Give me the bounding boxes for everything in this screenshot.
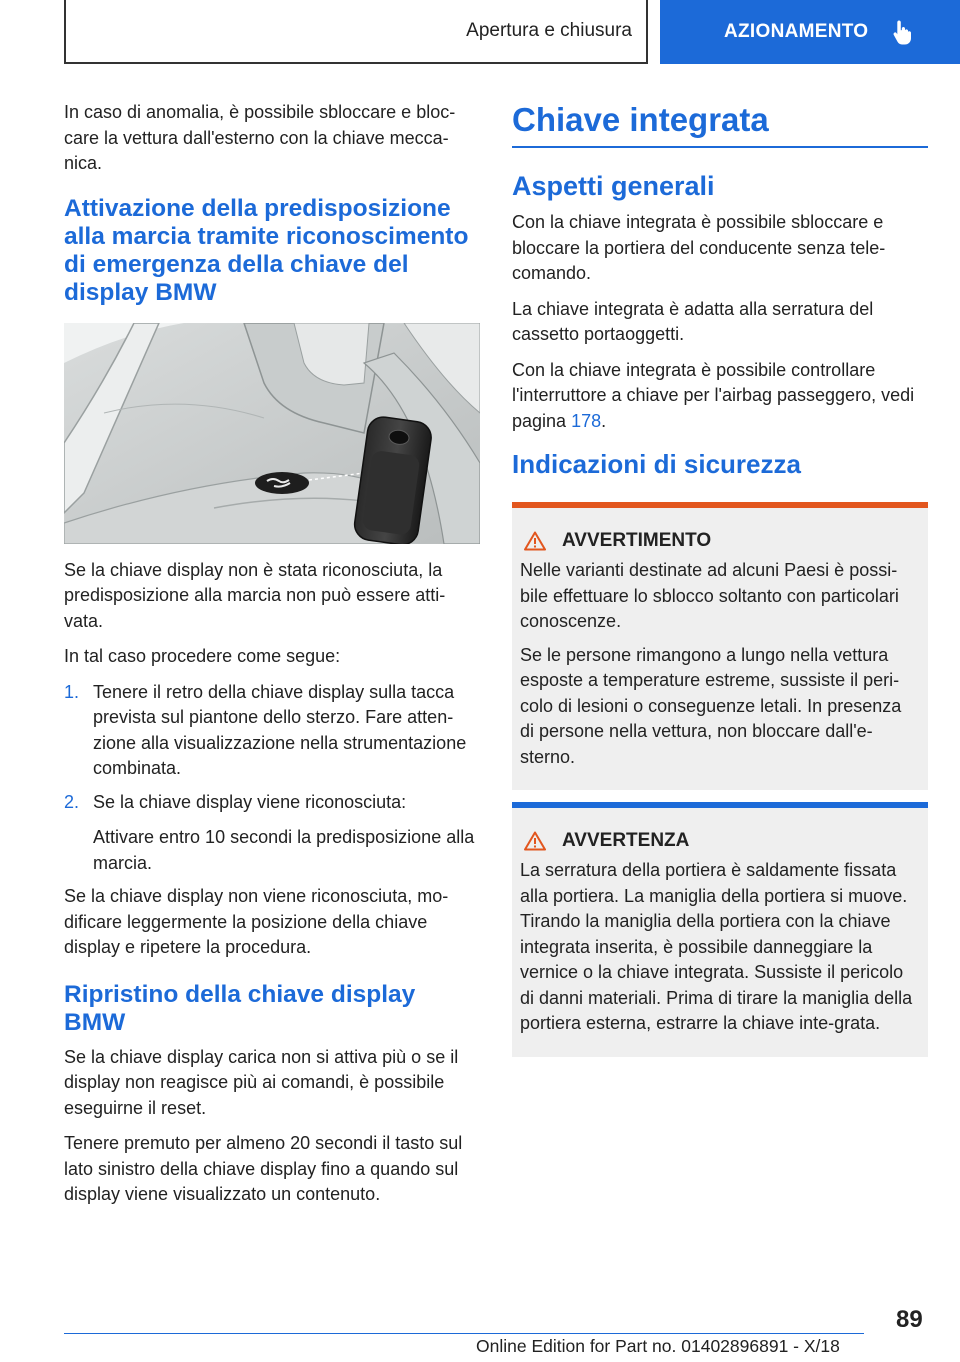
page-title: Chiave integrata <box>512 100 928 148</box>
notice-callout <box>512 802 928 1057</box>
header-chapter-title: AZIONAMENTO <box>724 21 869 42</box>
paragraph-text-end: . <box>601 410 607 431</box>
paragraph-reset-info: Se la chiave display carica non si attiva più o se il display non reagisce più ai comandi, è possibile eseguirne il reset. <box>64 1046 459 1118</box>
step-number: 1. <box>64 681 80 702</box>
step-text: Tenere il retro della chiave display sulla tacca prevista sul piantone dello sterzo. Fare atten-zione alla visualizzazione nella strumentazione combinata. <box>93 681 467 778</box>
paragraph-integrated-key-1: Con la chiave integrata è possibile sbloccare e bloccare la portiera del conducente senza tele-comando. <box>512 212 886 283</box>
warning-paragraph-2: Se le persone rimangono a lungo nella vettura esposte a temperature estreme, sussiste il peri-colo di lesioni o conseguenze letali. In presenza di persone nella vettura, non bloccare dall'e-sterno. <box>520 644 902 767</box>
paragraph-procedure: In tal caso procedere come segue: <box>64 646 341 666</box>
header-chapter-tab <box>660 0 960 64</box>
procedure-steps <box>64 680 480 877</box>
paragraph-text: Con la chiave integrata è possibile controllare l'interruttore a chiave per l'airbag passeggero, vedi pagina <box>512 359 915 431</box>
intro-paragraph: In caso di anomalia, è possibile sbloccare e bloc-care la vettura dall'esterno con la chiave mecca-nica. <box>64 102 456 173</box>
paragraph-not-recognized: Se la chiave display non è stata riconosciuta, la predisposizione alla marcia non può essere atti-vata. <box>64 559 446 631</box>
section-heading-emergency-detection: Attivazione della predisposizione alla marcia tramite riconoscimento di emergenza della chiave del display BMW <box>64 194 469 306</box>
footer-divider <box>64 1333 864 1334</box>
step-text: Se la chiave display viene riconosciuta: <box>93 791 407 812</box>
page-reference-link[interactable]: 178 <box>571 410 602 431</box>
notice-title <box>520 830 920 852</box>
paragraph-retry: Se la chiave display non viene riconosciuta, mo-dificare leggermente la posizione della chiave display e ripetere la procedura. <box>64 886 449 957</box>
warning-paragraph-1: Nelle varianti destinate ad alcuni Paesi è possi-bile effettuare lo sblocco soltanto con particolari conoscenze. <box>520 560 899 631</box>
paragraph-reset-procedure: Tenere premuto per almeno 20 secondi il tasto sul lato sinistro della chiave display fino a quando sul display viene visualizzato un contenuto. <box>64 1133 463 1204</box>
warning-title <box>520 530 920 552</box>
notice-paragraph-1: La serratura della portiera è saldamente fissata alla portiera. La maniglia della portiera si muove. Tirando la maniglia della portiera con la chiave integrata inserita, è possibile danneggiare la vernice o la chiave integrata. Sussiste il pericolo di danni materiali. Prima di tirare la maniglia della portiera esterna, estrarre la chiave inte-grata. <box>520 860 913 1033</box>
footer-edition: Online Edition for Part no. 01402896891 - X/18 <box>476 1336 840 1356</box>
warning-triangle-icon <box>524 531 546 551</box>
section-heading-general: Aspetti generali <box>512 171 715 201</box>
section-heading-safety: Indicazioni di sicurezza <box>512 449 801 479</box>
display-key-steering-column-photo <box>64 323 480 544</box>
step-subtext: Attivare entro 10 secondi la predisposizione alla marcia. <box>93 827 475 873</box>
left-column <box>64 100 480 1218</box>
pointing-hand-icon <box>892 19 914 45</box>
step-number: 2. <box>64 791 80 812</box>
warning-callout <box>512 502 928 790</box>
notice-title-text: AVVERTENZA <box>562 830 690 851</box>
list-item <box>64 680 480 782</box>
section-heading-reset: Ripristino della chiave display BMW <box>64 980 416 1036</box>
header-section-tab <box>64 0 648 64</box>
paragraph-integrated-key-2: La chiave integrata è adatta alla serratura del cassetto portaoggetti. <box>512 298 874 344</box>
list-item <box>64 790 480 877</box>
right-column <box>512 100 928 1057</box>
page-number: 89 <box>896 1306 923 1333</box>
paragraph-integrated-key-3 <box>512 358 928 435</box>
warning-title-text: AVVERTIMENTO <box>562 530 712 551</box>
notice-triangle-icon <box>524 831 546 851</box>
header-section-title: Apertura e chiusura <box>466 20 632 41</box>
